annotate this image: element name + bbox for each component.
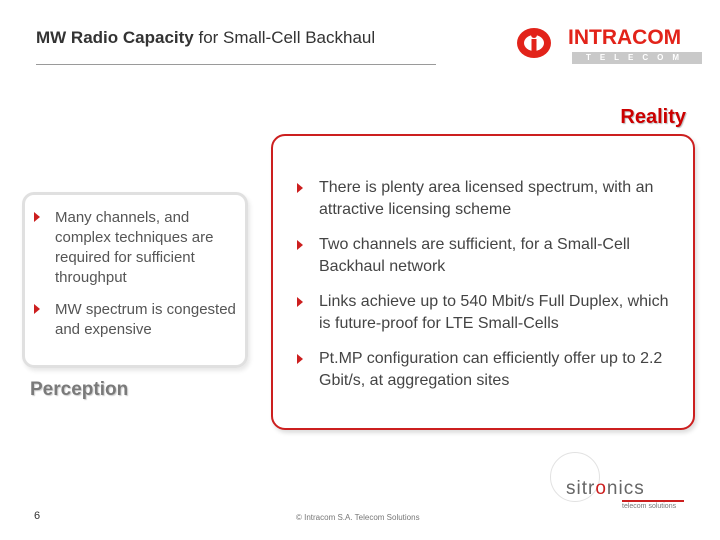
intracom-logo-mark (516, 26, 552, 60)
perception-item (34, 300, 240, 340)
perception-item-text: MW spectrum is congested and expensive (55, 301, 236, 338)
bullet-arrow-icon (297, 183, 303, 193)
reality-item-text: There is plenty area licensed spectrum, with an attractive licensing scheme (319, 179, 654, 218)
slide-title-bold: MW Radio Capacity (36, 28, 194, 47)
bullet-arrow-icon (297, 240, 303, 250)
reality-item-text: Two channels are sufficient, for a Small-Cell Backhaul network (319, 236, 630, 275)
intracom-logo-subtext: TELECOM (572, 52, 702, 64)
perception-heading: Perception (30, 379, 129, 400)
reality-item-text: Pt.MP configuration can efficiently offer up to 2.2 Gbit/s, at aggregation sites (319, 350, 663, 389)
sitronics-logo-text (566, 478, 645, 500)
reality-heading: Reality (620, 106, 686, 128)
sitronics-logo-text-pre: sitr (566, 478, 596, 499)
perception-list (34, 208, 240, 352)
perception-item (34, 208, 240, 288)
perception-item-text: Many channels, and complex techniques are required for sufficient throughput (55, 209, 214, 286)
sitronics-logo-text-post: nics (606, 478, 645, 499)
reality-item (297, 348, 677, 392)
bullet-arrow-icon (297, 354, 303, 364)
sitronics-logo-subtext: telecom solutions (622, 500, 684, 510)
footer-copyright: © Intracom S.A. Telecom Solutions (296, 513, 420, 522)
slide-title-rest: for Small-Cell Backhaul (193, 28, 376, 47)
reality-item (297, 234, 677, 278)
reality-item-text: Links achieve up to 540 Mbit/s Full Duplex, which is future-proof for LTE Small-Cells (319, 293, 669, 332)
intracom-logo (516, 22, 688, 66)
bullet-arrow-icon (34, 212, 40, 222)
page-number: 6 (34, 510, 41, 522)
intracom-logo-text: INTRACOM (568, 26, 682, 49)
bullet-arrow-icon (34, 304, 40, 314)
sitronics-logo (566, 476, 690, 510)
bullet-arrow-icon (297, 297, 303, 307)
reality-item (297, 291, 677, 335)
slide-title (36, 28, 375, 48)
reality-list (297, 177, 677, 405)
reality-item (297, 177, 677, 221)
title-divider (36, 64, 436, 65)
sitronics-logo-text-o: o (595, 478, 607, 499)
